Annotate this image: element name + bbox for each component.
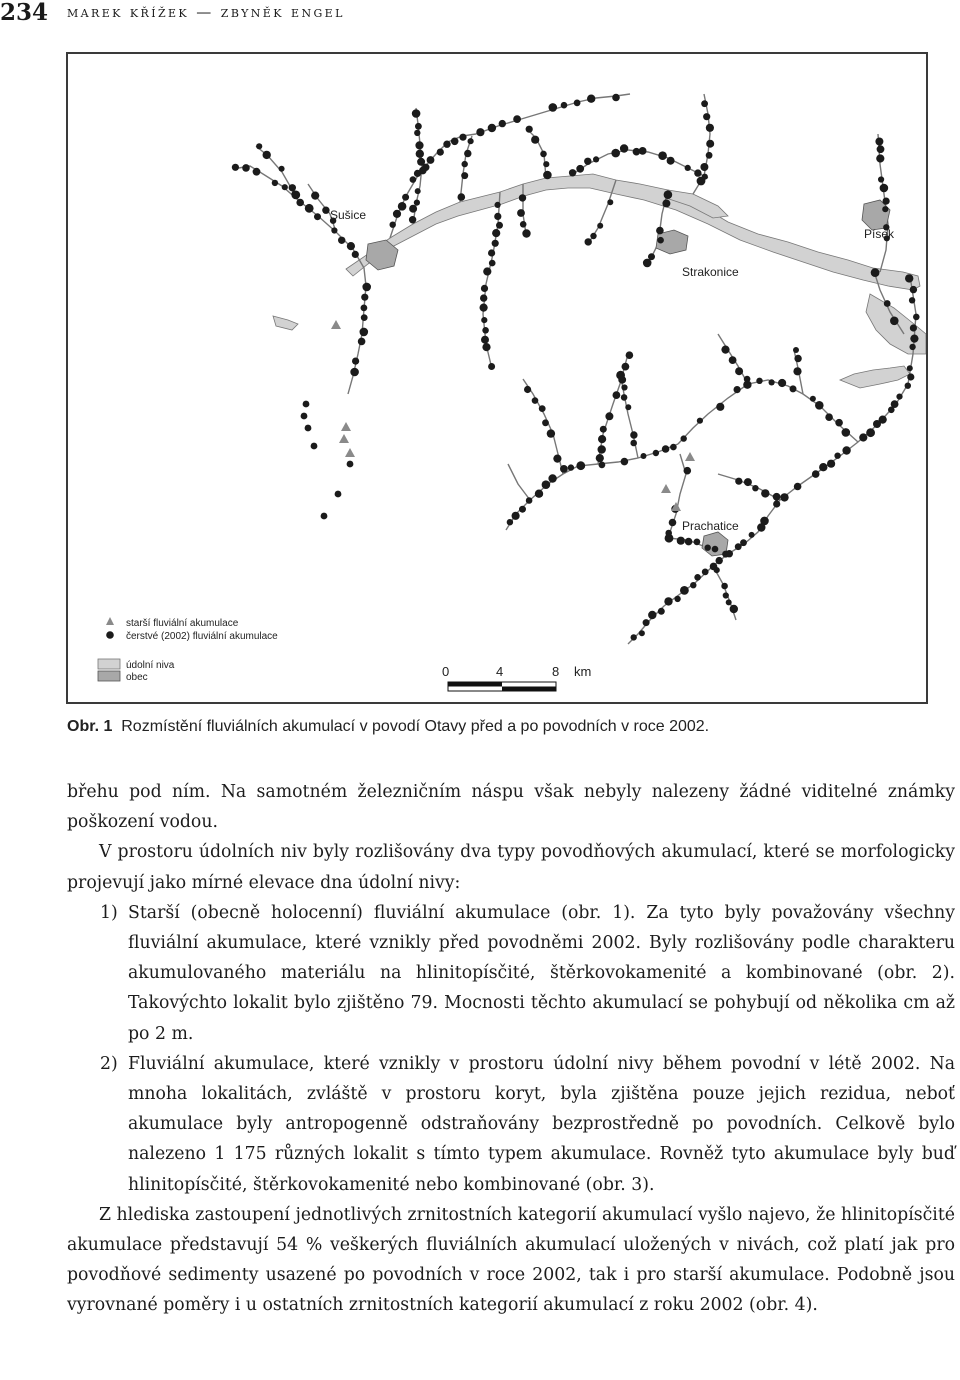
fresh-accumulation-dot [519, 506, 526, 513]
fresh-accumulation-dot [526, 497, 533, 504]
page-header [0, 0, 960, 30]
fresh-accumulation-dot [607, 199, 613, 205]
fresh-accumulation-dot [706, 152, 713, 159]
fresh-accumulation-dot [613, 391, 621, 399]
fresh-accumulation-dot [305, 425, 312, 432]
fresh-accumulation-dot [303, 401, 310, 408]
scale-unit: km [574, 664, 592, 679]
fresh-accumulation-dot [482, 327, 489, 334]
scale-tick-8: 8 [552, 664, 560, 679]
fresh-accumulation-dot [360, 328, 369, 337]
fresh-accumulation-dot [535, 490, 543, 498]
fresh-accumulation-dot [730, 605, 738, 613]
fresh-accumulation-dot [548, 474, 556, 482]
fresh-accumulation-dot [393, 210, 401, 218]
fresh-accumulation-dot [488, 363, 495, 370]
town-label-pisek: Písek [864, 227, 895, 241]
fresh-accumulation-dot [494, 213, 501, 220]
fresh-accumulation-dot [574, 100, 581, 107]
otava-basin-map [68, 54, 926, 702]
fresh-accumulation-dot [361, 294, 368, 301]
fresh-accumulation-dot [662, 445, 670, 453]
fresh-accumulation-dot [834, 453, 840, 459]
running-head: marek křížek — zbyněk engel [67, 3, 345, 21]
fresh-accumulation-dot [873, 420, 881, 428]
fresh-accumulation-dot [752, 485, 758, 491]
fresh-accumulation-dot [685, 538, 693, 546]
fresh-accumulation-dot [712, 546, 719, 553]
fresh-accumulation-dot [905, 274, 913, 282]
fresh-accumulation-dot [415, 141, 423, 149]
fresh-accumulation-dot [593, 156, 599, 162]
fresh-accumulation-dot [600, 426, 607, 433]
fresh-accumulation-dot [322, 207, 329, 214]
fresh-accumulation-dot [598, 445, 606, 453]
fresh-accumulation-dot [519, 194, 526, 201]
fresh-accumulation-dot [576, 461, 585, 470]
fresh-accumulation-dot [314, 213, 321, 220]
fresh-accumulation-dot [612, 94, 620, 102]
fresh-accumulation-dot [547, 429, 555, 437]
fresh-accumulation-dot [561, 102, 568, 109]
list-item-text: Starší (obecně holocenní) fluviální akumulace (obr. 1). Za tyto byly považovány všechny fluviální akumulace, které vznikly před povodněmi 2002. Byly rozlišovány podle charakteru akumulovaného materiálu na hlinitopísčité, štěrkovokamenité a kombinované (obr. 2). Takovýchto lokalit bylo zjištěno 79. Mocnosti těchto akumulací se pohybují od několika cm až po 2 m. [128, 902, 955, 1044]
legend-older-symbol [106, 617, 114, 625]
fresh-accumulation-dot [674, 596, 680, 602]
fresh-accumulation-dot [656, 227, 664, 235]
fresh-accumulation-dot [553, 455, 561, 463]
fresh-accumulation-dot [242, 164, 250, 172]
fresh-accumulation-dot [464, 150, 471, 157]
fresh-accumulation-dot [716, 403, 724, 411]
fresh-accumulation-dot [703, 113, 710, 120]
fresh-accumulation-dot [726, 599, 732, 605]
page-number: 234 [0, 0, 49, 26]
fresh-accumulation-dot [721, 583, 728, 590]
fresh-accumulation-dot [352, 358, 359, 365]
fresh-accumulation-dot [842, 446, 850, 454]
fresh-accumulation-dot [735, 478, 742, 485]
fresh-accumulation-dot [664, 597, 672, 605]
fresh-accumulation-dot [812, 470, 820, 478]
fresh-accumulation-dot [321, 513, 328, 520]
fresh-accumulation-dot [398, 202, 407, 211]
fresh-accumulation-dot [496, 222, 503, 229]
fresh-accumulation-dot [734, 386, 741, 393]
fresh-accumulation-dot [639, 147, 647, 155]
fresh-accumulation-dot [415, 188, 421, 194]
list-number: 1) [100, 902, 118, 923]
fresh-accumulation-dot [347, 461, 354, 468]
fresh-accumulation-dot [358, 338, 366, 346]
fresh-accumulation-dot [253, 168, 261, 176]
legend-floodplain-symbol [98, 659, 120, 669]
fresh-accumulation-dot [825, 413, 833, 421]
fresh-accumulation-dot [576, 165, 584, 173]
accumulation-types-list [67, 898, 955, 1200]
fresh-accumulation-dot [480, 304, 488, 312]
fresh-accumulation-dot [780, 493, 788, 501]
fresh-accumulation-dot [690, 582, 696, 588]
fresh-accumulation-dot [880, 184, 889, 193]
fresh-accumulation-dot [883, 198, 890, 205]
fresh-accumulation-dot [697, 418, 703, 424]
fresh-accumulation-dot [459, 134, 466, 141]
fresh-accumulation-dot [282, 184, 288, 190]
fresh-accumulation-dot [597, 223, 603, 229]
fresh-accumulation-dot [773, 493, 781, 501]
fresh-accumulation-dot [468, 138, 474, 144]
fresh-accumulation-dot [790, 385, 797, 392]
fresh-accumulation-dot [620, 144, 628, 152]
fresh-accumulation-dot [488, 249, 495, 256]
fresh-accumulation-dot [773, 500, 780, 507]
fresh-accumulation-dot [877, 145, 885, 153]
fresh-accumulation-dot [542, 480, 551, 489]
fresh-accumulation-dot [458, 193, 466, 201]
fresh-accumulation-dot [827, 460, 835, 468]
fresh-accumulation-dot [761, 489, 769, 497]
fresh-accumulation-dot [279, 166, 285, 172]
town-label-prachatice: Prachatice [682, 519, 739, 533]
fresh-accumulation-dot [568, 464, 574, 470]
fresh-accumulation-dot [866, 428, 875, 437]
fresh-accumulation-dot [598, 435, 606, 443]
older-accumulation-markers [331, 320, 695, 511]
fresh-accumulation-dot [835, 419, 843, 427]
fresh-accumulation-dot [744, 376, 751, 383]
fresh-accumulation-dot [531, 136, 539, 144]
fresh-accumulation-dot [543, 171, 552, 180]
fresh-accumulation-dot [402, 194, 409, 201]
fresh-accumulation-dot [882, 206, 888, 212]
fresh-accumulation-dot [409, 205, 417, 213]
fresh-accumulation-dot [669, 519, 677, 527]
fresh-accumulation-dot [859, 433, 867, 441]
fresh-accumulation-dot [513, 115, 521, 123]
fresh-accumulation-dot [910, 335, 918, 343]
fresh-accumulation-dot [631, 634, 637, 640]
fresh-accumulation-dot [714, 567, 720, 573]
fresh-accumulation-dot [412, 109, 421, 118]
fresh-accumulation-dot [443, 141, 450, 148]
fresh-accumulation-dot [842, 428, 851, 437]
fresh-accumulation-dot [871, 268, 880, 277]
legend-town-symbol [98, 671, 120, 681]
map-legend [98, 617, 278, 683]
fresh-accumulation-dot [512, 512, 520, 520]
fresh-accumulation-dot [549, 103, 558, 112]
fresh-accumulation-dot [884, 300, 891, 307]
fresh-accumulation-dot [481, 336, 489, 344]
fresh-accumulation-dot [256, 143, 262, 149]
fresh-accumulation-dot [409, 216, 416, 223]
list-item [67, 1049, 955, 1200]
fresh-accumulation-dot [694, 169, 701, 176]
fresh-accumulation-dot [735, 367, 743, 375]
fresh-accumulation-dot [480, 294, 487, 301]
fresh-accumulation-dot [876, 154, 884, 162]
fresh-accumulation-dot [735, 543, 742, 550]
fresh-accumulation-dot [722, 551, 729, 558]
fresh-accumulation-dot [311, 443, 318, 450]
fresh-accumulation-dot [539, 405, 546, 412]
fresh-accumulation-dot [526, 126, 533, 133]
fresh-accumulation-dot [451, 138, 459, 146]
fresh-accumulation-dot [587, 95, 595, 103]
fresh-accumulation-dot [700, 163, 708, 171]
fresh-accumulation-dot [888, 407, 895, 414]
fresh-accumulation-dot [625, 404, 631, 410]
fresh-accumulation-dot [414, 200, 420, 206]
fresh-accumulation-dot [778, 379, 786, 387]
fresh-accumulation-dot [706, 124, 714, 132]
figure-caption [67, 718, 709, 736]
fresh-accumulation-dot [744, 478, 752, 486]
fresh-accumulation-dot [630, 431, 637, 438]
fresh-accumulation-dot [311, 192, 319, 200]
fresh-accumulation-dot [517, 209, 525, 217]
fresh-accumulation-dot [907, 365, 913, 371]
fresh-accumulation-dot [481, 285, 488, 292]
floodplain-areas [273, 174, 926, 388]
fresh-accumulation-dot [819, 463, 827, 471]
fresh-accumulation-dot [560, 465, 568, 473]
fresh-accumulation-dot [643, 259, 652, 268]
fresh-accumulation-dot [643, 619, 650, 626]
fresh-accumulation-dot [569, 169, 576, 176]
fresh-accumulation-dot [232, 164, 239, 171]
fresh-accumulation-dot [706, 140, 714, 148]
list-item-text: Fluviální akumulace, které vznikly v prostoru údolní nivy během povodní v létě 2002. Na mnoha lokalitách, zvláště v prostoru koryt, byla zjištěna pouze jejich rezidua, neboť akumulace byly antropogenně odstraňovány bezprostředně po povodních. Celkově bylo nalezeno 1 175 různých lokalit s tímto typem akumulace. Rovněž tyto akumulace byly buď hlinitopísčité, štěrkovokamenité nebo kombinované (obr. 3). [128, 1053, 955, 1195]
fresh-accumulation-dot [621, 458, 629, 466]
fresh-accumulation-dot [331, 227, 337, 233]
scale-tick-4: 4 [496, 664, 504, 679]
fresh-accumulation-dot [410, 176, 417, 183]
fresh-accumulation-dot [684, 467, 692, 475]
fresh-accumulation-dot [361, 305, 368, 312]
fresh-accumulation-dot [622, 363, 630, 371]
fresh-accumulation-dot [584, 158, 591, 165]
fresh-accumulation-dot [794, 483, 802, 491]
fresh-accumulation-dot [492, 229, 500, 237]
fresh-accumulation-dot [729, 356, 737, 364]
fresh-accumulation-dot [648, 611, 656, 619]
paragraph-conclusion: Z hlediska zastoupení jednotlivých zrnitostních kategorií akumulací vyšlo najevo, že hlinitopísčité akumulace představují 54 % veškerých fluviálních akumulací uložených v nivách, což platí jak pro povodňové sedimenty usazené po povodních v roce 2002, tak i pro starší akumulace. Podobně jsou vyrovnané poměry i u ostatních zrnitostních kategorií akumulací z roku 2002 (obr. 4). [67, 1204, 955, 1316]
fresh-accumulation-dot [664, 190, 673, 199]
fresh-accumulation-dot [542, 419, 549, 426]
fresh-accumulation-dot [482, 343, 490, 351]
fresh-accumulation-dot [721, 346, 729, 354]
fresh-accumulation-dot [626, 351, 634, 359]
fresh-accumulation-dot [596, 454, 604, 462]
fresh-accumulation-dot [793, 367, 801, 375]
fresh-accumulation-dot [520, 221, 527, 228]
scale-bar [442, 664, 591, 691]
fresh-accumulation-dot [910, 324, 917, 331]
fresh-accumulation-dot [815, 401, 824, 410]
fresh-accumulation-dot [681, 435, 687, 441]
fresh-accumulation-dot [335, 491, 342, 498]
fresh-accumulation-dot [417, 158, 425, 166]
fresh-accumulation-dot [685, 165, 691, 171]
fresh-accumulation-dot [461, 172, 468, 179]
fresh-accumulation-dot [680, 586, 689, 595]
fresh-accumulation-dot [543, 161, 549, 167]
caption-label: Obr. 1 [67, 718, 113, 735]
list-number: 2) [100, 1053, 118, 1074]
fresh-accumulation-dot [350, 368, 359, 377]
fresh-accumulation-dot [590, 233, 596, 239]
fresh-accumulation-dot [540, 151, 547, 158]
town-label-susice: Sušice [330, 208, 367, 222]
fresh-accumulation-dot [532, 397, 539, 404]
fresh-accumulation-dot [621, 394, 628, 401]
fresh-accumulation-dot [641, 453, 647, 459]
fresh-accumulation-dot [415, 123, 422, 130]
fresh-accumulation-dot [524, 386, 531, 393]
fresh-accumulation-dot [605, 412, 613, 420]
town-label-strakonice: Strakonice [682, 265, 739, 279]
fresh-accumulation-dot [756, 378, 762, 384]
fresh-accumulation-dot [662, 199, 670, 207]
fresh-accumulation-dot [352, 251, 359, 258]
body-text [67, 777, 955, 1321]
figure-map [66, 52, 928, 704]
fresh-accumulation-dot [677, 537, 685, 545]
legend-older-label: starší fluviální akumulace [126, 618, 239, 629]
fresh-accumulation-dot [483, 267, 491, 275]
fresh-accumulation-dot [416, 150, 424, 158]
fresh-accumulation-dot [272, 180, 278, 186]
fresh-accumulation-dot [462, 161, 468, 167]
fresh-accumulation-dot [492, 240, 499, 247]
fresh-accumulation-dot [749, 532, 755, 538]
fresh-accumulation-dot [390, 222, 396, 228]
fresh-accumulation-dot [585, 238, 592, 245]
fresh-accumulation-dot [793, 347, 799, 353]
legend-fresh-symbol [106, 631, 114, 639]
fresh-accumulation-dot [657, 237, 664, 244]
legend-floodplain-label: údolní niva [126, 660, 175, 671]
fresh-accumulation-dot [522, 229, 530, 237]
fresh-accumulation-dot [495, 202, 501, 208]
fresh-accumulation-dot [757, 523, 765, 531]
paragraph-continuation: břehu pod ním. Na samotném železničním náspu však nebyly nalezeny žádné viditelné známky poškození vodou. [67, 782, 955, 833]
fresh-accumulation-dot [716, 557, 723, 564]
fresh-accumulation-dot [670, 444, 677, 451]
fresh-accumulation-dot [639, 630, 645, 636]
fresh-accumulation-dot [630, 440, 637, 447]
fresh-accumulation-dot [611, 149, 620, 158]
legend-fresh-label: čerstvé (2002) fluviální akumulace [126, 631, 278, 642]
fresh-accumulation-dot [910, 286, 917, 293]
fresh-accumulation-dot [794, 355, 801, 362]
fresh-accumulation-dot [489, 260, 496, 267]
fresh-accumulation-dot [878, 176, 884, 182]
fresh-accumulation-dot [653, 450, 659, 456]
fresh-accumulation-dot [875, 138, 883, 146]
fresh-accumulation-dot [694, 539, 701, 546]
fresh-accumulation-dot [907, 373, 914, 380]
fresh-accumulation-dot [437, 149, 444, 156]
fresh-accumulation-dot [705, 545, 711, 551]
fresh-accumulation-dot [362, 283, 371, 292]
fresh-accumulation-dot [701, 100, 708, 107]
fresh-accumulation-dot [621, 384, 627, 390]
fresh-accumulation-dot [476, 128, 484, 136]
fresh-accumulation-dot [913, 314, 920, 321]
fresh-accumulation-dot [499, 120, 506, 127]
fresh-accumulation-dot [419, 167, 427, 175]
fresh-accumulation-dot [599, 462, 606, 469]
caption-text: Rozmístění fluviálních akumulací v povodí Otavy před a po povodních v roce 2002. [121, 718, 710, 735]
fresh-accumulation-dot [905, 383, 911, 389]
fresh-accumulation-dot [909, 344, 915, 350]
fresh-accumulation-dot [488, 124, 496, 132]
fresh-accumulation-dot [361, 314, 368, 321]
fresh-accumulation-dot [291, 191, 300, 200]
fresh-accumulation-dot [702, 569, 709, 576]
fresh-accumulation-dot [667, 157, 675, 165]
fresh-accumulation-dot [481, 317, 487, 323]
fresh-accumulation-dot [427, 156, 435, 164]
fresh-accumulation-dot [694, 574, 701, 581]
legend-town-label: obec [126, 672, 148, 683]
fresh-accumulation-dot [896, 394, 902, 400]
fresh-accumulation-dot [301, 413, 308, 420]
fresh-accumulation-dot [665, 530, 672, 537]
fresh-accumulation-dot [810, 396, 816, 402]
list-item [67, 898, 955, 1049]
fresh-accumulation-dot [289, 184, 296, 191]
fresh-accumulation-dot [909, 297, 915, 303]
fresh-accumulation-dot [616, 371, 625, 380]
scale-tick-0: 0 [442, 664, 450, 679]
fresh-accumulation-dot [658, 151, 667, 160]
fresh-accumulation-dot [890, 317, 899, 326]
fresh-accumulation-dot [723, 592, 729, 598]
paragraph-intro: V prostoru údolních niv byly rozlišovány dva typy povodňových akumulací, které se morfologicky projevují jako mírné elevace dna údolní nivy: [67, 842, 955, 893]
fresh-accumulation-dot [414, 130, 420, 136]
fresh-accumulation-dot [697, 177, 706, 186]
fresh-accumulation-dot [296, 199, 304, 207]
fresh-accumulation-dot [769, 379, 775, 385]
fresh-accumulation-dot [658, 608, 665, 615]
fresh-accumulation-dot [347, 242, 355, 250]
fresh-accumulation-dot [263, 151, 271, 159]
fresh-accumulation-dot [305, 204, 314, 213]
fresh-accumulation-dot [338, 237, 345, 244]
fresh-accumulation-dot [507, 519, 513, 525]
